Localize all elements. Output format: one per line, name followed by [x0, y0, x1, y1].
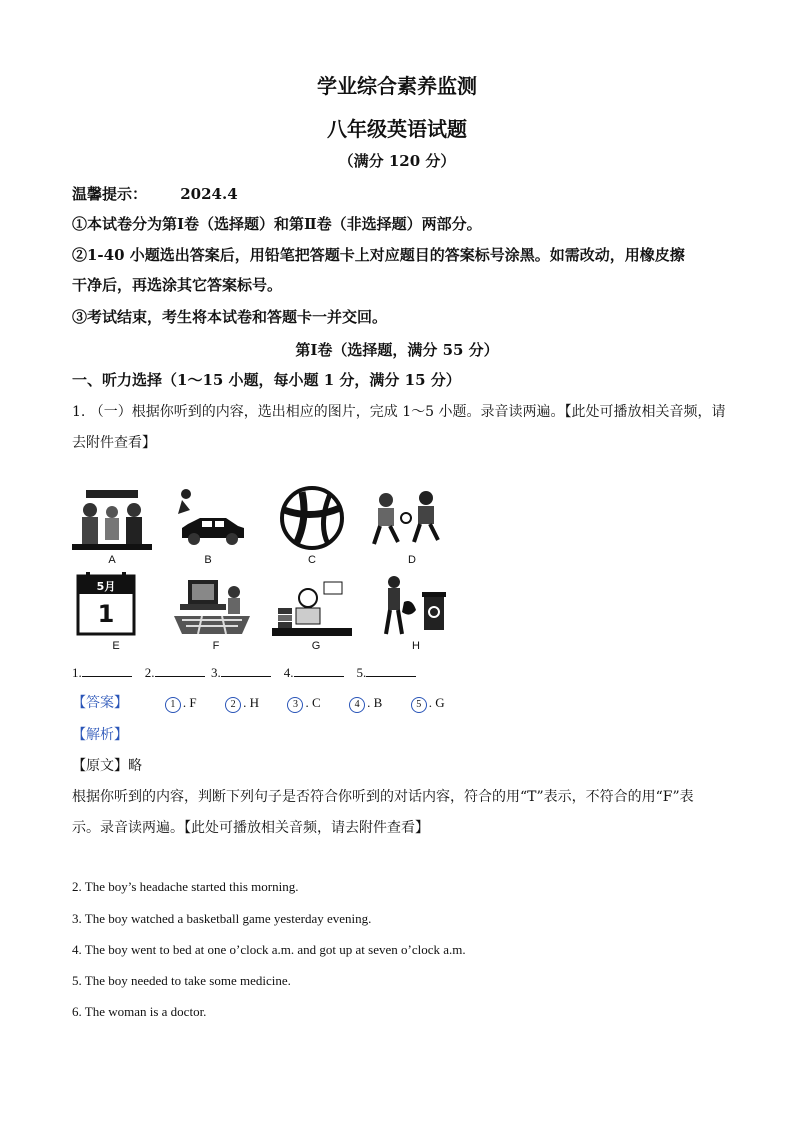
statement-4: 4. The boy went to bed at one o’clock a.m. and got up at seven o’clock a.m.: [72, 942, 466, 957]
calendar-month: 5月: [96, 580, 116, 593]
circled-number: 1: [165, 697, 181, 713]
picture-label-b: B: [204, 554, 212, 566]
original-label: 【原文】: [72, 758, 128, 774]
answer-blanks: [72, 662, 416, 681]
picture-a: [72, 484, 152, 552]
circled-number: 2: [225, 697, 241, 713]
exam-date: 2024.4: [180, 185, 238, 203]
blank-line: [366, 662, 416, 677]
picture-label-c: C: [308, 554, 316, 566]
full-score: （满分 120 分）: [338, 152, 456, 170]
statement-2: 2. The boy’s headache started this morning.: [72, 879, 299, 894]
answer-value: . F: [182, 695, 197, 710]
tip-item-3: ③考试结束，考生将本试卷和答题卡一并交回。: [72, 308, 388, 326]
picture-label-e: E: [112, 640, 120, 652]
picture-label-f: F: [212, 640, 220, 652]
picture-label-g: G: [311, 640, 321, 652]
tips-header: [72, 183, 238, 204]
answer-item-3: [287, 695, 320, 713]
tip-item-2-cont: 干净后，再选涂其它答案标号。: [72, 276, 283, 294]
calendar-icon: [72, 572, 152, 640]
answer-item-5: [411, 695, 445, 713]
picture-b: [168, 484, 248, 552]
answer-row: [72, 692, 469, 713]
blank-label-3: 3.: [211, 665, 221, 680]
question-1-instruction: 1. （一）根据你听到的内容，选出相应的图片，完成 1～5 小题。录音读两遍。【此处可播放相关音频，请: [72, 404, 726, 420]
blank-label-1: 1.: [72, 665, 82, 680]
playing-football-icon: [368, 484, 448, 552]
calendar-day: 1: [97, 600, 115, 628]
tip-item-2: ②1-40 小题选出答案后，用铅笔把答题卡上对应题目的答案标号涂黑。如需改动，用橡皮擦: [72, 246, 685, 264]
statement-6: 6. The woman is a doctor.: [72, 1004, 207, 1019]
exam-title: 学业综合素养监测: [317, 74, 477, 98]
tips-label: 温馨提示：: [72, 185, 148, 203]
blank-line: [82, 662, 132, 677]
answer-item-2: [225, 695, 259, 713]
answer-value: . H: [243, 695, 259, 710]
answer-label: 【答案】: [72, 695, 128, 711]
part-title: 一、听力选择（1～15 小题，每小题 1 分，满分 15 分）: [72, 371, 461, 389]
circled-number: 3: [287, 697, 303, 713]
statement-3: 3. The boy watched a basketball game yesterday evening.: [72, 911, 372, 926]
blank-label-5: 5.: [356, 665, 367, 680]
answer-value: . G: [428, 695, 445, 710]
part-2-instruction-cont: 示。录音读两遍。【此处可播放相关音频，请去附件查看】: [72, 820, 429, 836]
volleyball-icon: [272, 484, 352, 552]
picture-label-d: D: [408, 554, 416, 566]
answer-value: . B: [367, 695, 383, 710]
picture-e: [72, 572, 152, 640]
picture-label-h: H: [412, 640, 420, 652]
picture-label-a: A: [108, 554, 116, 566]
blank-label-2: 2.: [144, 665, 155, 680]
answer-item-4: [349, 695, 382, 713]
answer-value: . C: [305, 695, 321, 710]
circled-number: 5: [411, 697, 427, 713]
picture-h: [372, 572, 452, 640]
blank-line: [221, 662, 271, 677]
original-text: 略: [128, 758, 142, 774]
exam-subtitle: 八年级英语试题: [327, 117, 467, 141]
part-2-instruction: 根据你听到的内容，判断下列句子是否符合你听到的对话内容，符合的用“T”表示，不符合的用“F”表: [72, 789, 694, 805]
blank-line: [155, 662, 205, 677]
circled-number: 4: [349, 697, 365, 713]
original-text-row: [72, 755, 142, 775]
tip-item-1: ①本试卷分为第Ⅰ卷（选择题）和第Ⅱ卷（非选择题）两部分。: [72, 215, 482, 233]
picture-g: [272, 572, 352, 640]
blank-line: [294, 662, 344, 677]
section-heading: 第Ⅰ卷（选择题，满分 55 分）: [295, 341, 499, 359]
picture-d: [368, 484, 454, 552]
elderly-people-icon: [72, 484, 152, 552]
picture-grid: [72, 484, 458, 654]
recycling-bin-icon: [372, 572, 452, 640]
blank-label-4: 4.: [283, 665, 294, 680]
picture-c: [272, 484, 356, 552]
computer-icon: [172, 572, 252, 640]
reading-books-icon: [272, 572, 352, 640]
statement-5: 5. The boy needed to take some medicine.: [72, 973, 291, 988]
analysis-label: 【解析】: [72, 727, 128, 743]
car-accident-icon: [168, 484, 248, 552]
answer-item-1: [165, 695, 197, 713]
picture-f: [172, 572, 252, 640]
question-1-instruction-cont: 去附件查看】: [72, 435, 156, 451]
